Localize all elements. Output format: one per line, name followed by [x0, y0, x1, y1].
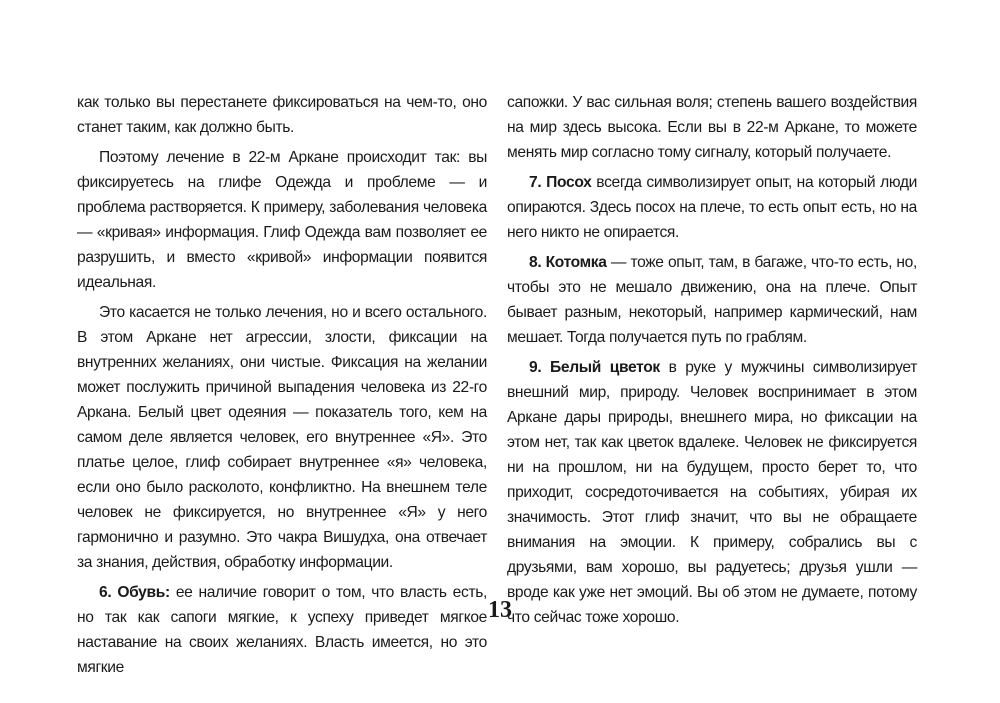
paragraph-arcane-description: Это касается не только лечения, но и всего остального. В этом Аркане нет агрессии, злости, фиксации на внутренних желаниях, они чистые. Фиксация на желании может послужить причиной выпадения человека из 22-го Аркана. Белый цвет одеяния — показатель того, кем на самом деле является человек, его внутреннее «Я». Это платье целое, глиф собирает внутреннее «я» человека, если оно было расколото, конфликтно. На внешнем теле человек не фиксируется, но внутреннее «Я» у него гармонично и разумно. Это чакра Вишудха, она отвечает за знания, действия, обработку информации. [77, 304, 487, 571]
paragraph-shoes [77, 580, 487, 680]
page-number: 13 [488, 597, 512, 623]
paragraph-bag [507, 250, 917, 350]
paragraph-flower [507, 355, 917, 630]
right-column [507, 90, 917, 635]
item-heading-staff: 7. Посох [529, 174, 592, 191]
item-text-staff: всегда символизирует опыт, на который люди опираются. Здесь посох на плече, то есть опыт есть, но на него никто не опирается. [507, 174, 917, 241]
paragraph-treatment: Поэтому лечение в 22-м Аркане происходит так: вы фиксируетесь на глифе Одежда и проблеме — и проблема растворяется. К примеру, заболевания человека — «кривая» информация. Глиф Одежда вам позволяет ее разрушить, и вместо «кривой» информации появится идеальная. [77, 149, 487, 291]
item-heading-flower: 9. Белый цветок [529, 359, 660, 376]
left-column [77, 90, 487, 685]
paragraph-continuation: как только вы перестанете фиксироваться на чем-то, оно станет таким, как должно быть. [77, 94, 487, 136]
item-text-bag: — тоже опыт, там, в багаже, что-то есть, но, чтобы это не мешало движению, она на плече. Опыт бывает разным, некоторый, например кармический, нам мешает. Тогда получается путь по граблям. [507, 254, 917, 346]
item-heading-shoes: 6. Обувь: [99, 584, 170, 601]
paragraph-staff [507, 170, 917, 245]
item-heading-bag: 8. Котомка [529, 254, 607, 271]
item-text-shoes: ее наличие говорит о том, что власть есть, но так как сапоги мягкие, к успеху приведет мягкое наставание на своих желаниях. Власть имеется, но это мягкие [77, 584, 487, 676]
paragraph-continuation-right: сапожки. У вас сильная воля; степень вашего воздействия на мир здесь высока. Если вы в 22-м Аркане, то можете менять мир согласно тому сигналу, который получаете. [507, 94, 917, 161]
item-text-flower: в руке у мужчины символизирует внешний мир, природу. Человек воспринимает в этом Аркане дары природы, внешнего мира, но фиксации на этом нет, так как цветок вдалеке. Человек не фиксируется ни на прошлом, ни на будущем, просто берет то, что приходит, сосредоточивается на событиях, убирая их значимость. Этот глиф значит, что вы не обращаете внимания на эмоции. К примеру, собрались вы с друзьями, вам хорошо, вы радуетесь; друзья ушли — вроде как уже нет эмоций. Вы об этом не думаете, потому что сейчас тоже хорошо. [507, 359, 918, 626]
